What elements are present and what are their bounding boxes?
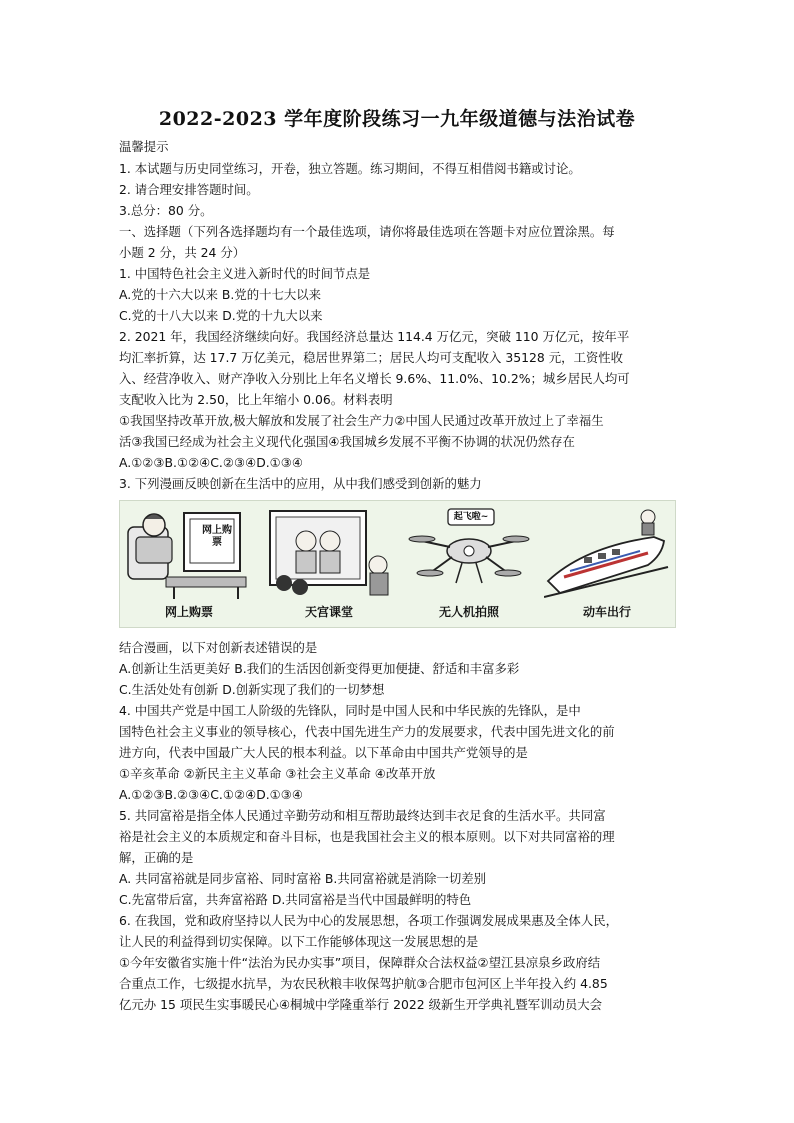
text-line: 结合漫画，以下对创新表述错误的是	[119, 640, 318, 655]
text-line: 一、选择题（下列各选择题均有一个最佳选项，请你将最佳选项在答题卡对应位置涂黑。每	[119, 224, 615, 239]
comic-illustration	[119, 500, 676, 628]
text-line: 合重点工作，七级提水抗旱，为农民秋粮丰收保驾护航③合肥市包河区上半年投入约 4.85	[119, 976, 608, 991]
text-line: ①辛亥革命 ②新民主主义革命 ③社会主义革命 ④改革开放	[119, 766, 436, 781]
text-line: 6. 在我国，党和政府坚持以人民为中心的发展思想，各项工作强调发展成果惠及全体人民，	[119, 913, 618, 928]
text-line: 2. 请合理安排答题时间。	[119, 182, 259, 197]
comic-caption: 无人机拍照	[438, 605, 499, 619]
text-line: A. 共同富裕就是同步富裕、同时富裕 B.共同富裕就是消除一切差别	[119, 871, 487, 886]
text-line: 支配收入比为 2.50，比上年缩小 0.06。材料表明	[119, 392, 393, 407]
text-line: 1. 本试题与历史同堂练习，开卷，独立答题。练习期间，不得互相借阅书籍或讨论。	[119, 161, 581, 176]
text-line: A.党的十六大以来 B.党的十七大以来	[119, 287, 322, 302]
bullet-train-drawing	[544, 507, 670, 599]
text-line: 进方向，代表中国最广大人民的根本利益。以下革命由中国共产党领导的是	[119, 745, 528, 760]
text-line: ①今年安徽省实施十件“法治为民办实事”项目，保障群众合法权益②望江县凉泉乡政府结	[119, 955, 601, 970]
speech-bubble-text: 起飞啦~	[453, 512, 489, 522]
text-line: C.生活处处有创新 D.创新实现了我们的一切梦想	[119, 682, 385, 697]
text-line: C.党的十八大以来 D.党的十九大以来	[119, 308, 323, 323]
text-line: A.①②③B.①②④C.②③④D.①③④	[119, 455, 304, 470]
text-line: 解，正确的是	[119, 850, 194, 865]
text-line: 2. 2021 年，我国经济继续向好。我国经济总量达 114.4 万亿元，突破 110 万亿元，按年平	[119, 329, 630, 344]
text-line: 活③我国已经成为社会主义现代化强国④我国城乡发展不平衡不协调的状况仍然存在	[119, 434, 575, 449]
text-line: 裕是社会主义的本质规定和奋斗目标，也是我国社会主义的根本原则。以下对共同富裕的理	[119, 829, 615, 844]
text-line: 亿元办 15 项民生实事暖民心④桐城中学隆重举行 2022 级新生开学典礼暨军训动员大会	[119, 997, 603, 1012]
text-line: 均汇率折算，达 17.7 万亿美元，稳居世界第二；居民人均可支配收入 35128 元，工资性收	[119, 350, 624, 365]
comic-caption: 网上购票	[164, 605, 213, 619]
text-line: 4. 中国共产党是中国工人阶级的先锋队，同时是中国人民和中华民族的先锋队，是中	[119, 703, 581, 718]
text-line: 入、经营净收入、财产净收入分别比上年名义增长 9.6%、11.0%、10.2%；城乡居民人均可	[119, 371, 630, 386]
text-line: 1. 中国特色社会主义进入新时代的时间节点是	[119, 266, 371, 281]
text-line: 5. 共同富裕是指全体人民通过辛勤劳动和相互帮助最终达到丰衣足食的生活水平。共同富	[119, 808, 606, 823]
text-line: 温馨提示	[119, 139, 169, 154]
comic-caption: 天宫课堂	[304, 605, 353, 619]
text-line: A.①②③B.②③④C.①②④D.①③④	[119, 787, 304, 802]
screen-text: 网上购票	[202, 525, 232, 548]
text-line: A.创新让生活更美好 B.我们的生活因创新变得更加便捷、舒适和丰富多彩	[119, 661, 520, 676]
text-line: C.先富带后富，共奔富裕路 D.共同富裕是当代中国最鲜明的特色	[119, 892, 472, 907]
tiangong-classroom-drawing	[266, 507, 392, 599]
text-line: 让人民的利益得到切实保障。以下工作能够体现这一发展思想的是	[119, 934, 479, 949]
text-line: 3. 下列漫画反映创新在生活中的应用，从中我们感受到创新的魅力	[119, 476, 482, 491]
exam-title: 2022-2023 学年度阶段练习一九年级道德与法治试卷	[158, 108, 636, 130]
text-line: ①我国坚持改革开放,极大解放和发展了社会生产力②中国人民通过改革开放过上了幸福生	[119, 413, 604, 428]
text-line: 3.总分：80 分。	[119, 203, 213, 218]
text-line: 小题 2 分，共 24 分）	[119, 245, 246, 260]
text-line: 国特色社会主义事业的领导核心，代表中国先进生产力的发展要求，代表中国先进文化的前	[119, 724, 615, 739]
comic-caption: 动车出行	[582, 605, 631, 619]
online-ticket-drawing	[126, 507, 252, 599]
